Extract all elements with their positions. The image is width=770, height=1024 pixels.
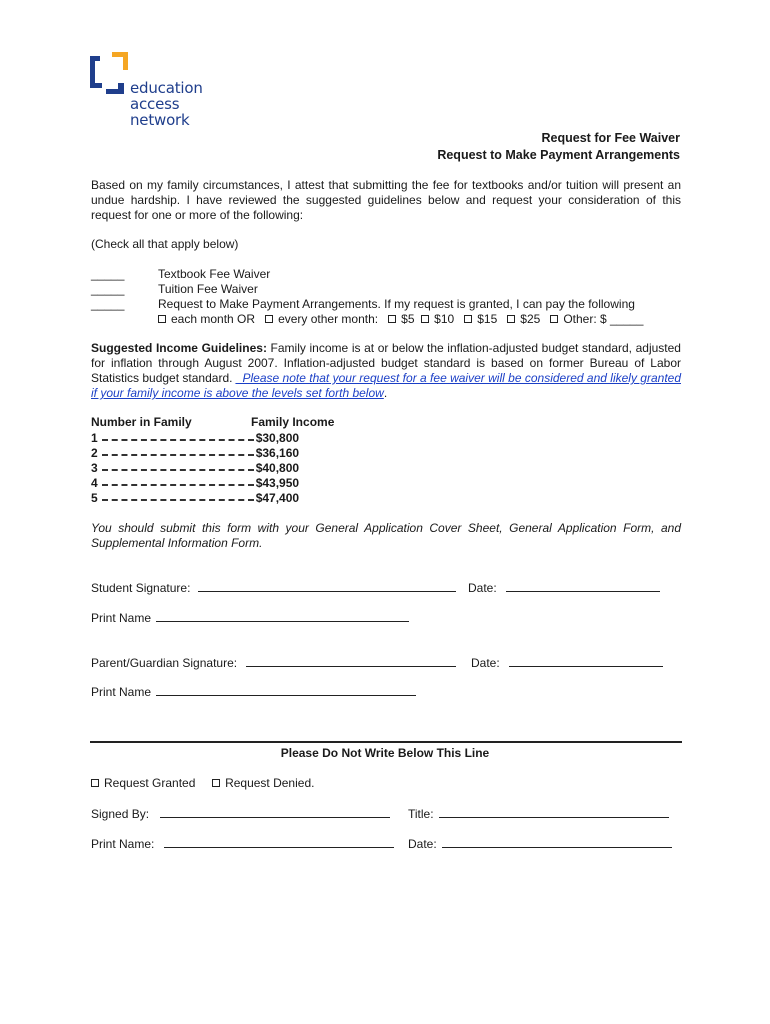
fee-waiver-note-link[interactable]: _Please note that your request for a fee waiver will be considered and likely granted if your family income is above the levels set forth below	[91, 371, 681, 400]
office-title-label: Title:	[408, 807, 434, 821]
parent-signature-row	[91, 655, 456, 670]
check-all-instruction: (Check all that apply below)	[91, 237, 239, 251]
student-print-name-field[interactable]	[156, 610, 409, 622]
tuition-fee-waiver-label: Tuition Fee Waiver	[158, 282, 258, 296]
office-use-heading: Please Do Not Write Below This Line	[280, 746, 490, 760]
parent-date-row	[471, 655, 663, 670]
other-amount-checkbox[interactable]	[550, 315, 558, 323]
family-income-value: $40,800	[255, 461, 300, 475]
every-other-month-label: every other month:	[278, 312, 379, 326]
income-guidelines-text: Family income is at or below the inflation-adjusted budget standard, adjusted for inflation through August 2007. Inflation-adjusted budget standard is based on former Bureau of Labor Statistics budget standard.	[91, 341, 681, 385]
amount-10-label: $10	[434, 312, 455, 326]
income-guidelines-heading: Suggested Income Guidelines:	[91, 341, 267, 355]
parent-print-name-field[interactable]	[156, 684, 416, 696]
office-title-field[interactable]	[439, 806, 669, 818]
amount-25-checkbox[interactable]	[507, 315, 515, 323]
student-signature-field[interactable]	[198, 580, 456, 592]
amount-5-label: $5	[401, 312, 415, 326]
office-date-label: Date:	[408, 837, 437, 851]
signed-by-field[interactable]	[160, 806, 390, 818]
payment-frequency-row	[158, 312, 643, 326]
every-other-month-checkbox[interactable]	[265, 315, 273, 323]
decision-row	[91, 776, 314, 790]
family-income-header: Family Income	[251, 415, 335, 429]
signed-by-label: Signed By:	[91, 807, 150, 821]
table-row	[91, 461, 299, 476]
table-row	[91, 476, 299, 491]
request-denied-checkbox[interactable]	[212, 779, 220, 787]
form-subtitle: Request to Make Payment Arrangements	[437, 148, 680, 162]
office-print-name-field[interactable]	[164, 836, 394, 848]
intro-paragraph: Based on my family circumstances, I attest that submitting the fee for textbooks and/or tuition will present an undue hardship. I have reviewed the suggested guidelines below and request your consideration of this request for one or more of the following:	[91, 178, 681, 222]
office-print-name-label: Print Name:	[91, 837, 155, 851]
income-guidelines-paragraph	[91, 341, 681, 401]
office-print-name-row	[91, 836, 394, 851]
tuition-blank[interactable]: _____	[91, 282, 125, 296]
student-signature-row	[91, 580, 456, 595]
office-use-divider	[90, 741, 682, 743]
family-size: 3	[91, 461, 98, 475]
parent-print-name-row	[91, 684, 416, 699]
family-size: 2	[91, 446, 98, 460]
each-month-label: each month OR	[171, 312, 256, 326]
request-granted-label: Request Granted	[104, 776, 196, 790]
dash-leader	[102, 464, 254, 471]
family-income-value: $47,400	[255, 491, 300, 505]
education-access-network-logo	[88, 50, 218, 130]
parent-print-name-label: Print Name	[91, 685, 152, 699]
family-size: 4	[91, 476, 98, 490]
dash-leader	[102, 494, 254, 501]
logo-bracket-icon	[88, 50, 128, 96]
table-row	[91, 446, 299, 461]
amount-15-checkbox[interactable]	[464, 315, 472, 323]
student-date-label: Date:	[468, 581, 497, 595]
request-granted-checkbox[interactable]	[91, 779, 99, 787]
form-title: Request for Fee Waiver	[541, 131, 680, 145]
request-denied-label: Request Denied.	[225, 776, 315, 790]
student-date-field[interactable]	[506, 580, 660, 592]
student-print-name-label: Print Name	[91, 611, 152, 625]
table-row	[91, 431, 299, 446]
office-date-field[interactable]	[442, 836, 672, 848]
amount-15-label: $15	[477, 312, 498, 326]
other-amount-label: Other: $ _____	[563, 312, 644, 326]
student-signature-label: Student Signature:	[91, 581, 191, 595]
office-date-row	[408, 836, 672, 851]
logo-text-education: education	[130, 79, 203, 97]
family-size: 1	[91, 431, 98, 445]
family-income-value: $43,950	[255, 476, 300, 490]
note-period: .	[383, 386, 388, 400]
submission-instructions: You should submit this form with your General Application Cover Sheet, General Application Form, and Supplemental Information Form.	[91, 521, 681, 550]
each-month-checkbox[interactable]	[158, 315, 166, 323]
income-table-header	[91, 415, 335, 430]
dash-leader	[102, 449, 254, 456]
parent-date-label: Date:	[471, 656, 500, 670]
parent-signature-field[interactable]	[246, 655, 456, 667]
amount-25-label: $25	[520, 312, 541, 326]
logo-text-access: access	[130, 95, 180, 113]
amount-5-checkbox[interactable]	[388, 315, 396, 323]
office-title-row	[408, 806, 669, 821]
parent-signature-label: Parent/Guardian Signature:	[91, 656, 238, 670]
parent-date-field[interactable]	[509, 655, 663, 667]
family-size: 5	[91, 491, 98, 505]
logo-text-network: network	[130, 111, 190, 129]
signed-by-row	[91, 806, 390, 821]
textbook-fee-waiver-label: Textbook Fee Waiver	[158, 267, 271, 281]
textbook-blank[interactable]: _____	[91, 267, 125, 281]
payment-blank[interactable]: _____	[91, 297, 125, 311]
student-date-row	[468, 580, 660, 595]
dash-leader	[102, 434, 254, 441]
student-print-name-row	[91, 610, 409, 625]
number-in-family-header: Number in Family	[91, 415, 192, 429]
payment-arrangements-label: Request to Make Payment Arrangements. If my request is granted, I can pay the following	[158, 297, 635, 311]
table-row	[91, 491, 299, 506]
family-income-value: $36,160	[255, 446, 300, 460]
family-income-value: $30,800	[255, 431, 300, 445]
dash-leader	[102, 479, 254, 486]
amount-10-checkbox[interactable]	[421, 315, 429, 323]
